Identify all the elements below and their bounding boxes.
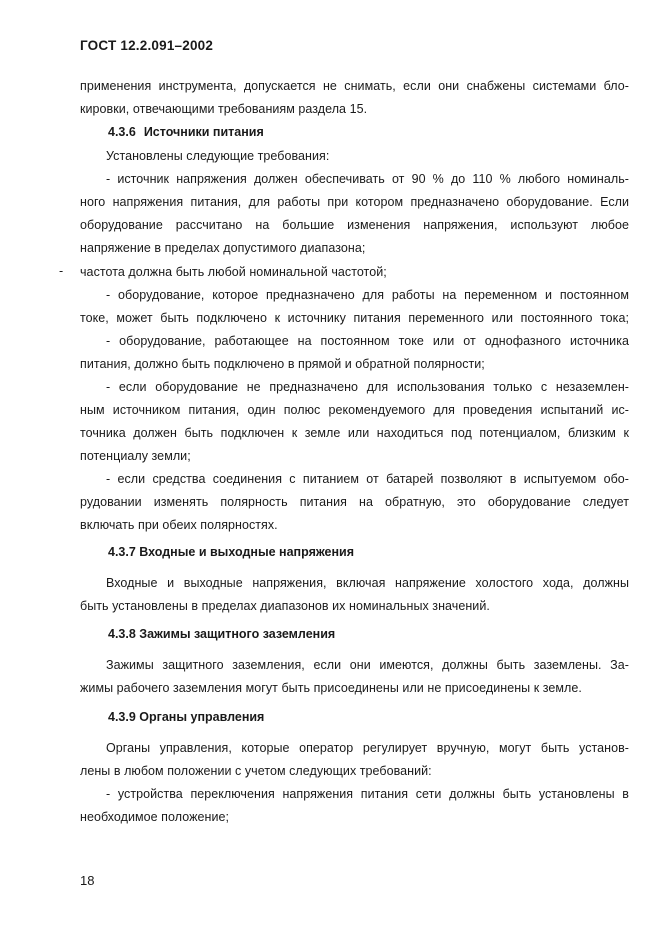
text-line: быть установлены в пределах диапазонов их номинальных значений. <box>80 599 490 613</box>
text-line: рудовании изменять полярность питания на обратную, это оборудование следует <box>80 495 629 509</box>
text-line: Органы управления, которые оператор регулирует вручную, могут быть установ- <box>106 741 629 755</box>
stray-dash: - <box>59 264 64 278</box>
text-line: кировки, отвечающими требованиям раздела 15. <box>80 102 368 116</box>
text-line: оборудование рассчитано на большие изменения напряжения, используют любое <box>80 218 629 232</box>
text-line: питания, должно быть подключено в прямой и обратной полярности; <box>80 357 485 371</box>
page-number: 18 <box>80 873 95 888</box>
list-item: - источник напряжения должен обеспечивать от 90 % до 110 % любого номиналь- <box>106 172 629 186</box>
text-line: частота должна быть любой номинальной частотой; <box>80 265 387 279</box>
text-line: ного напряжения питания, для работы при котором предназначено оборудование. Если <box>80 195 629 209</box>
list-item: - оборудование, работающее на постоянном токе или от однофазного источника <box>106 334 629 348</box>
section-heading-4-3-6 <box>108 125 264 139</box>
text-line: напряжение в пределах допустимого диапазона; <box>80 241 366 255</box>
text-line: точника должен быть подключен к земле или находиться под потенциалом, близким к <box>80 426 629 440</box>
text-line: потенциалу земли; <box>80 449 191 463</box>
text-line: жимы рабочего заземления могут быть присоединены или не присоединены к земле. <box>80 681 582 695</box>
text-line: необходимое положение; <box>80 810 230 824</box>
section-heading-4-3-8: 4.3.8 Зажимы защитного заземления <box>108 627 336 641</box>
text-line: токе, может быть подключено к источнику питания переменного или постоянного тока; <box>80 311 629 325</box>
text-line: лены в любом положении с учетом следующих требований: <box>80 764 432 778</box>
text-line: Зажимы защитного заземления, если они имеются, должны быть заземлены. За- <box>106 658 629 672</box>
text-line: ным источником питания, один полюс рекомендуемого для проведения испытаний ис- <box>80 403 629 417</box>
section-heading-4-3-7: 4.3.7 Входные и выходные напряжения <box>108 545 355 559</box>
list-item: - устройства переключения напряжения питания сети должны быть установлены в <box>106 787 629 801</box>
list-item: - если средства соединения с питанием от батарей позволяют в испытуемом обо- <box>106 472 629 486</box>
text-line: применения инструмента, допускается не снимать, если они снабжены системами бло- <box>80 79 629 93</box>
text-line: включать при обеих полярностях. <box>80 518 278 532</box>
text-line: Входные и выходные напряжения, включая напряжение холостого хода, должны <box>106 576 629 590</box>
section-number: 4.3.6 <box>108 125 136 139</box>
list-item: - оборудование, которое предназначено для работы на переменном и постоянном <box>106 288 629 302</box>
text-line: Установлены следующие требования: <box>106 149 330 163</box>
section-title: Источники питания <box>143 125 264 139</box>
section-heading-4-3-9: 4.3.9 Органы управления <box>108 710 265 724</box>
list-item: - если оборудование не предназначено для использования только с незаземлен- <box>106 380 629 394</box>
document-header: ГОСТ 12.2.091–2002 <box>80 38 214 53</box>
